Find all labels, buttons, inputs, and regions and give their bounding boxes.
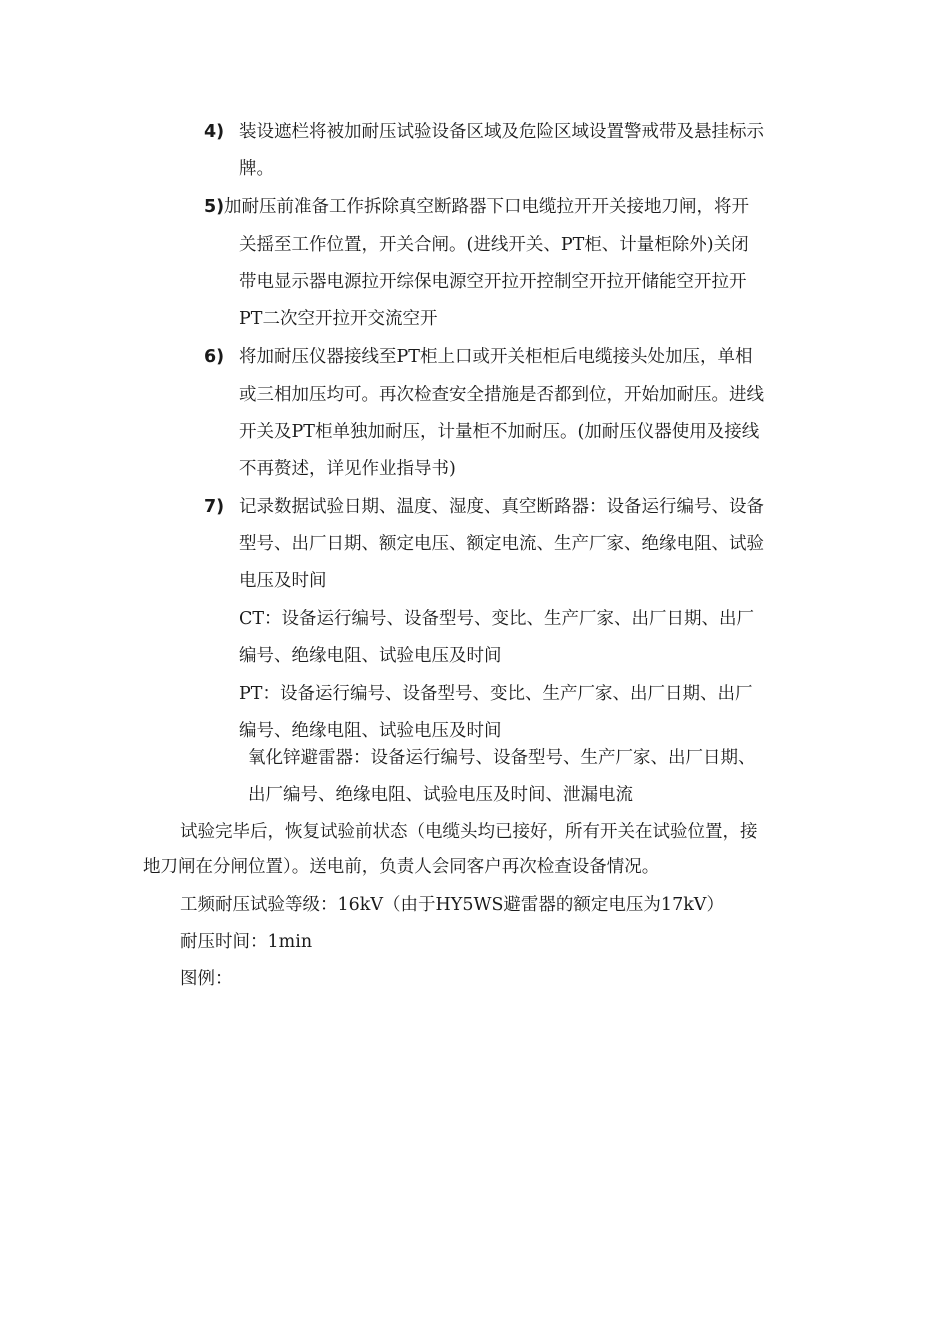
item-number: 6): [204, 347, 225, 367]
ct-line-2: 编号、绝缘电阻、试验电压及时间: [239, 646, 502, 666]
voltage-level: 工频耐压试验等级：16kV（由于HY5WS避雷器的额定电压为17kV）: [180, 895, 724, 915]
arrester-line-1: 氧化锌避雷器：设备运行编号、设备型号、生产厂家、出厂日期、: [248, 748, 756, 768]
item-6-line-4: 不再赘述，详见作业指导书): [239, 459, 456, 479]
item-5-line-4: PT二次空开拉开交流空开: [239, 309, 438, 329]
item-6-line-1: 将加耐压仪器接线至PT柜上口或开关柜柜后电缆接头处加压，单相: [239, 347, 753, 367]
pt-line-1: PT：设备运行编号、设备型号、变比、生产厂家、出厂日期、出厂: [239, 684, 753, 704]
item-7-line-3: 电压及时间: [239, 571, 327, 591]
after-test-line-2: 地刀闸在分闸位置）。送电前，负责人会同客户再次检查设备情况。: [143, 857, 660, 877]
item-7-line-2: 型号、出厂日期、额定电压、额定电流、生产厂家、绝缘电阻、试验: [239, 534, 764, 554]
item-4-line-2: 牌。: [239, 159, 274, 179]
item-5-line-1: 加耐压前准备工作拆除真空断路器下口电缆拉开开关接地刀闸，将开: [224, 197, 749, 217]
item-5-line-3: 带电显示器电源拉开综保电源空开拉开控制空开拉开储能空开拉开: [239, 272, 747, 292]
item-6-line-2: 或三相加压均可。再次检查安全措施是否都到位，开始加耐压。进线: [239, 385, 764, 405]
item-7-line-1: 记录数据试验日期、温度、湿度、真空断路器：设备运行编号、设备: [239, 497, 764, 517]
item-5-line-2: 关摇至工作位置，开关合闸。(进线开关、PT柜、计量柜除外)关闭: [239, 235, 749, 255]
legend-label: 图例：: [180, 969, 233, 989]
arrester-line-2: 出厂编号、绝缘电阻、试验电压及时间、泄漏电流: [248, 785, 633, 805]
ct-line-1: CT：设备运行编号、设备型号、变比、生产厂家、出厂日期、出厂: [239, 609, 755, 629]
item-number: 5): [204, 197, 225, 217]
item-4-line-1: 装设遮栏将被加耐压试验设备区域及危险区域设置警戒带及悬挂标示: [239, 122, 764, 142]
duration: 耐压时间：1min: [180, 932, 313, 952]
pt-line-2: 编号、绝缘电阻、试验电压及时间: [239, 721, 502, 741]
item-number: 4): [204, 122, 225, 142]
item-6-line-3: 开关及PT柜单独加耐压，计量柜不加耐压。(加耐压仪器使用及接线: [239, 422, 760, 442]
item-number: 7): [204, 497, 225, 517]
after-test-line-1: 试验完毕后，恢复试验前状态（电缆头均已接好，所有开关在试验位置，接: [180, 822, 758, 842]
